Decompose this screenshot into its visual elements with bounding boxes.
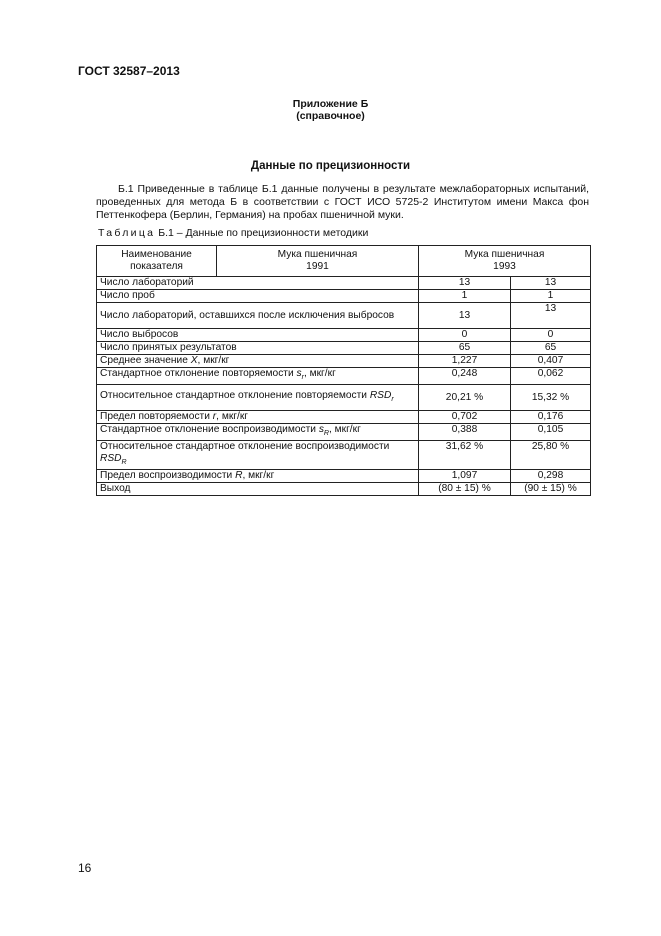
document-code: ГОСТ 32587–2013: [78, 64, 180, 78]
row-value-1991: 0,702: [419, 411, 511, 424]
paragraph-text: Б.1 Приведенные в таблице Б.1 данные получены в результате межлабораторных испытаний, проведенных для метода Б в соответствии с ГОСТ ИСО 5725-2 Институтом имени Макса фон Петтенкофера (Берлин, Германия) на пробах пшеничной муки.: [96, 183, 589, 221]
symbol-r: r: [212, 411, 217, 423]
appendix-title: Приложение Б: [292, 98, 369, 110]
table-row: [97, 355, 591, 368]
row-label: Число проб: [97, 290, 419, 303]
row-value-1991: 13: [419, 303, 511, 329]
precision-table: [96, 245, 591, 496]
row-label: Выход: [97, 483, 419, 496]
row-value-1993: 25,80 %: [511, 441, 591, 470]
row-value-1991: 1,097: [419, 470, 511, 483]
row-value-1991: 1,227: [419, 355, 511, 368]
table-row: [97, 470, 591, 483]
table-row: [97, 385, 591, 411]
row-label: Число выбросов: [97, 329, 419, 342]
row-value-1993: 0,298: [511, 470, 591, 483]
row-value-1993: 0,176: [511, 411, 591, 424]
section-title: Данные по прецизионности: [250, 160, 411, 172]
row-label: Относительное стандартное отклонение воспроизводимости $RSD_R$: [97, 441, 419, 470]
row-value-1993: 0,105: [511, 424, 591, 441]
header-indicator: Наименование показателя: [97, 246, 217, 277]
table-row: [97, 290, 591, 303]
row-label: Число принятых результатов: [97, 342, 419, 355]
row-label: Предел воспроизводимости R, мкг/кг: [97, 470, 419, 483]
table-header-row: [97, 246, 591, 277]
symbol-s: s: [296, 368, 302, 379]
symbol-r: R: [235, 470, 243, 482]
row-value-1993: 0: [511, 329, 591, 342]
table-row: [97, 368, 591, 385]
table-caption-text: Б.1 – Данные по прецизионности методики: [155, 227, 369, 239]
row-value-1991: 1: [419, 290, 511, 303]
row-value-1991: 0,388: [419, 424, 511, 441]
row-label: Стандартное отклонение повторяемости $s_r$, мкг/кг: [97, 368, 419, 385]
row-value-1993: 13: [511, 303, 591, 329]
symbol-x: X: [190, 355, 198, 366]
header-flour-1993: Мука пшеничная 1993: [419, 246, 591, 277]
row-value-1993: 65: [511, 342, 591, 355]
symbol-rsd: RSD: [369, 389, 392, 401]
table-row: [97, 483, 591, 496]
symbol-rsd: RSD: [100, 453, 122, 465]
table-row: [97, 329, 591, 342]
row-value-1993: 0,407: [511, 355, 591, 368]
row-value-1993: (90 ± 15) %: [511, 483, 591, 496]
row-label: Среднее значение X, мкг/кг: [97, 355, 419, 368]
body-paragraph: [96, 183, 589, 222]
row-label: Число лабораторий: [97, 277, 419, 290]
row-value-1991: 31,62 %: [419, 441, 511, 470]
row-value-1991: 0: [419, 329, 511, 342]
row-label: Стандартное отклонение воспроизводимости $s_R$, мкг/кг: [97, 424, 419, 441]
row-value-1991: 65: [419, 342, 511, 355]
header-flour-1991: Мука пшеничная 1991: [217, 246, 419, 277]
row-value-1993: 1: [511, 290, 591, 303]
table-caption: [98, 227, 368, 239]
row-value-1993: 0,062: [511, 368, 591, 385]
row-label: Относительное стандартное отклонение повторяемости $RSD_r$: [97, 385, 419, 411]
row-value-1991: 20,21 %: [419, 385, 511, 411]
row-value-1991: 0,248: [419, 368, 511, 385]
table-row: [97, 303, 591, 329]
row-label: Предел повторяемости r, мкг/кг: [97, 411, 419, 424]
table-row: [97, 424, 591, 441]
table-row: [97, 441, 591, 470]
row-label: Число лабораторий, оставшихся после исключения выбросов: [97, 303, 419, 329]
row-value-1991: (80 ± 15) %: [419, 483, 511, 496]
page-number: 16: [78, 861, 92, 875]
row-value-1993: 13: [511, 277, 591, 290]
table-row: [97, 277, 591, 290]
row-value-1993: 15,32 %: [511, 385, 591, 411]
table-caption-prefix: Таблица: [98, 227, 156, 239]
appendix-subtitle: (справочное): [296, 110, 365, 122]
symbol-s: s: [318, 424, 324, 436]
row-value-1991: 13: [419, 277, 511, 290]
table-row: [97, 342, 591, 355]
table-row: [97, 411, 591, 424]
